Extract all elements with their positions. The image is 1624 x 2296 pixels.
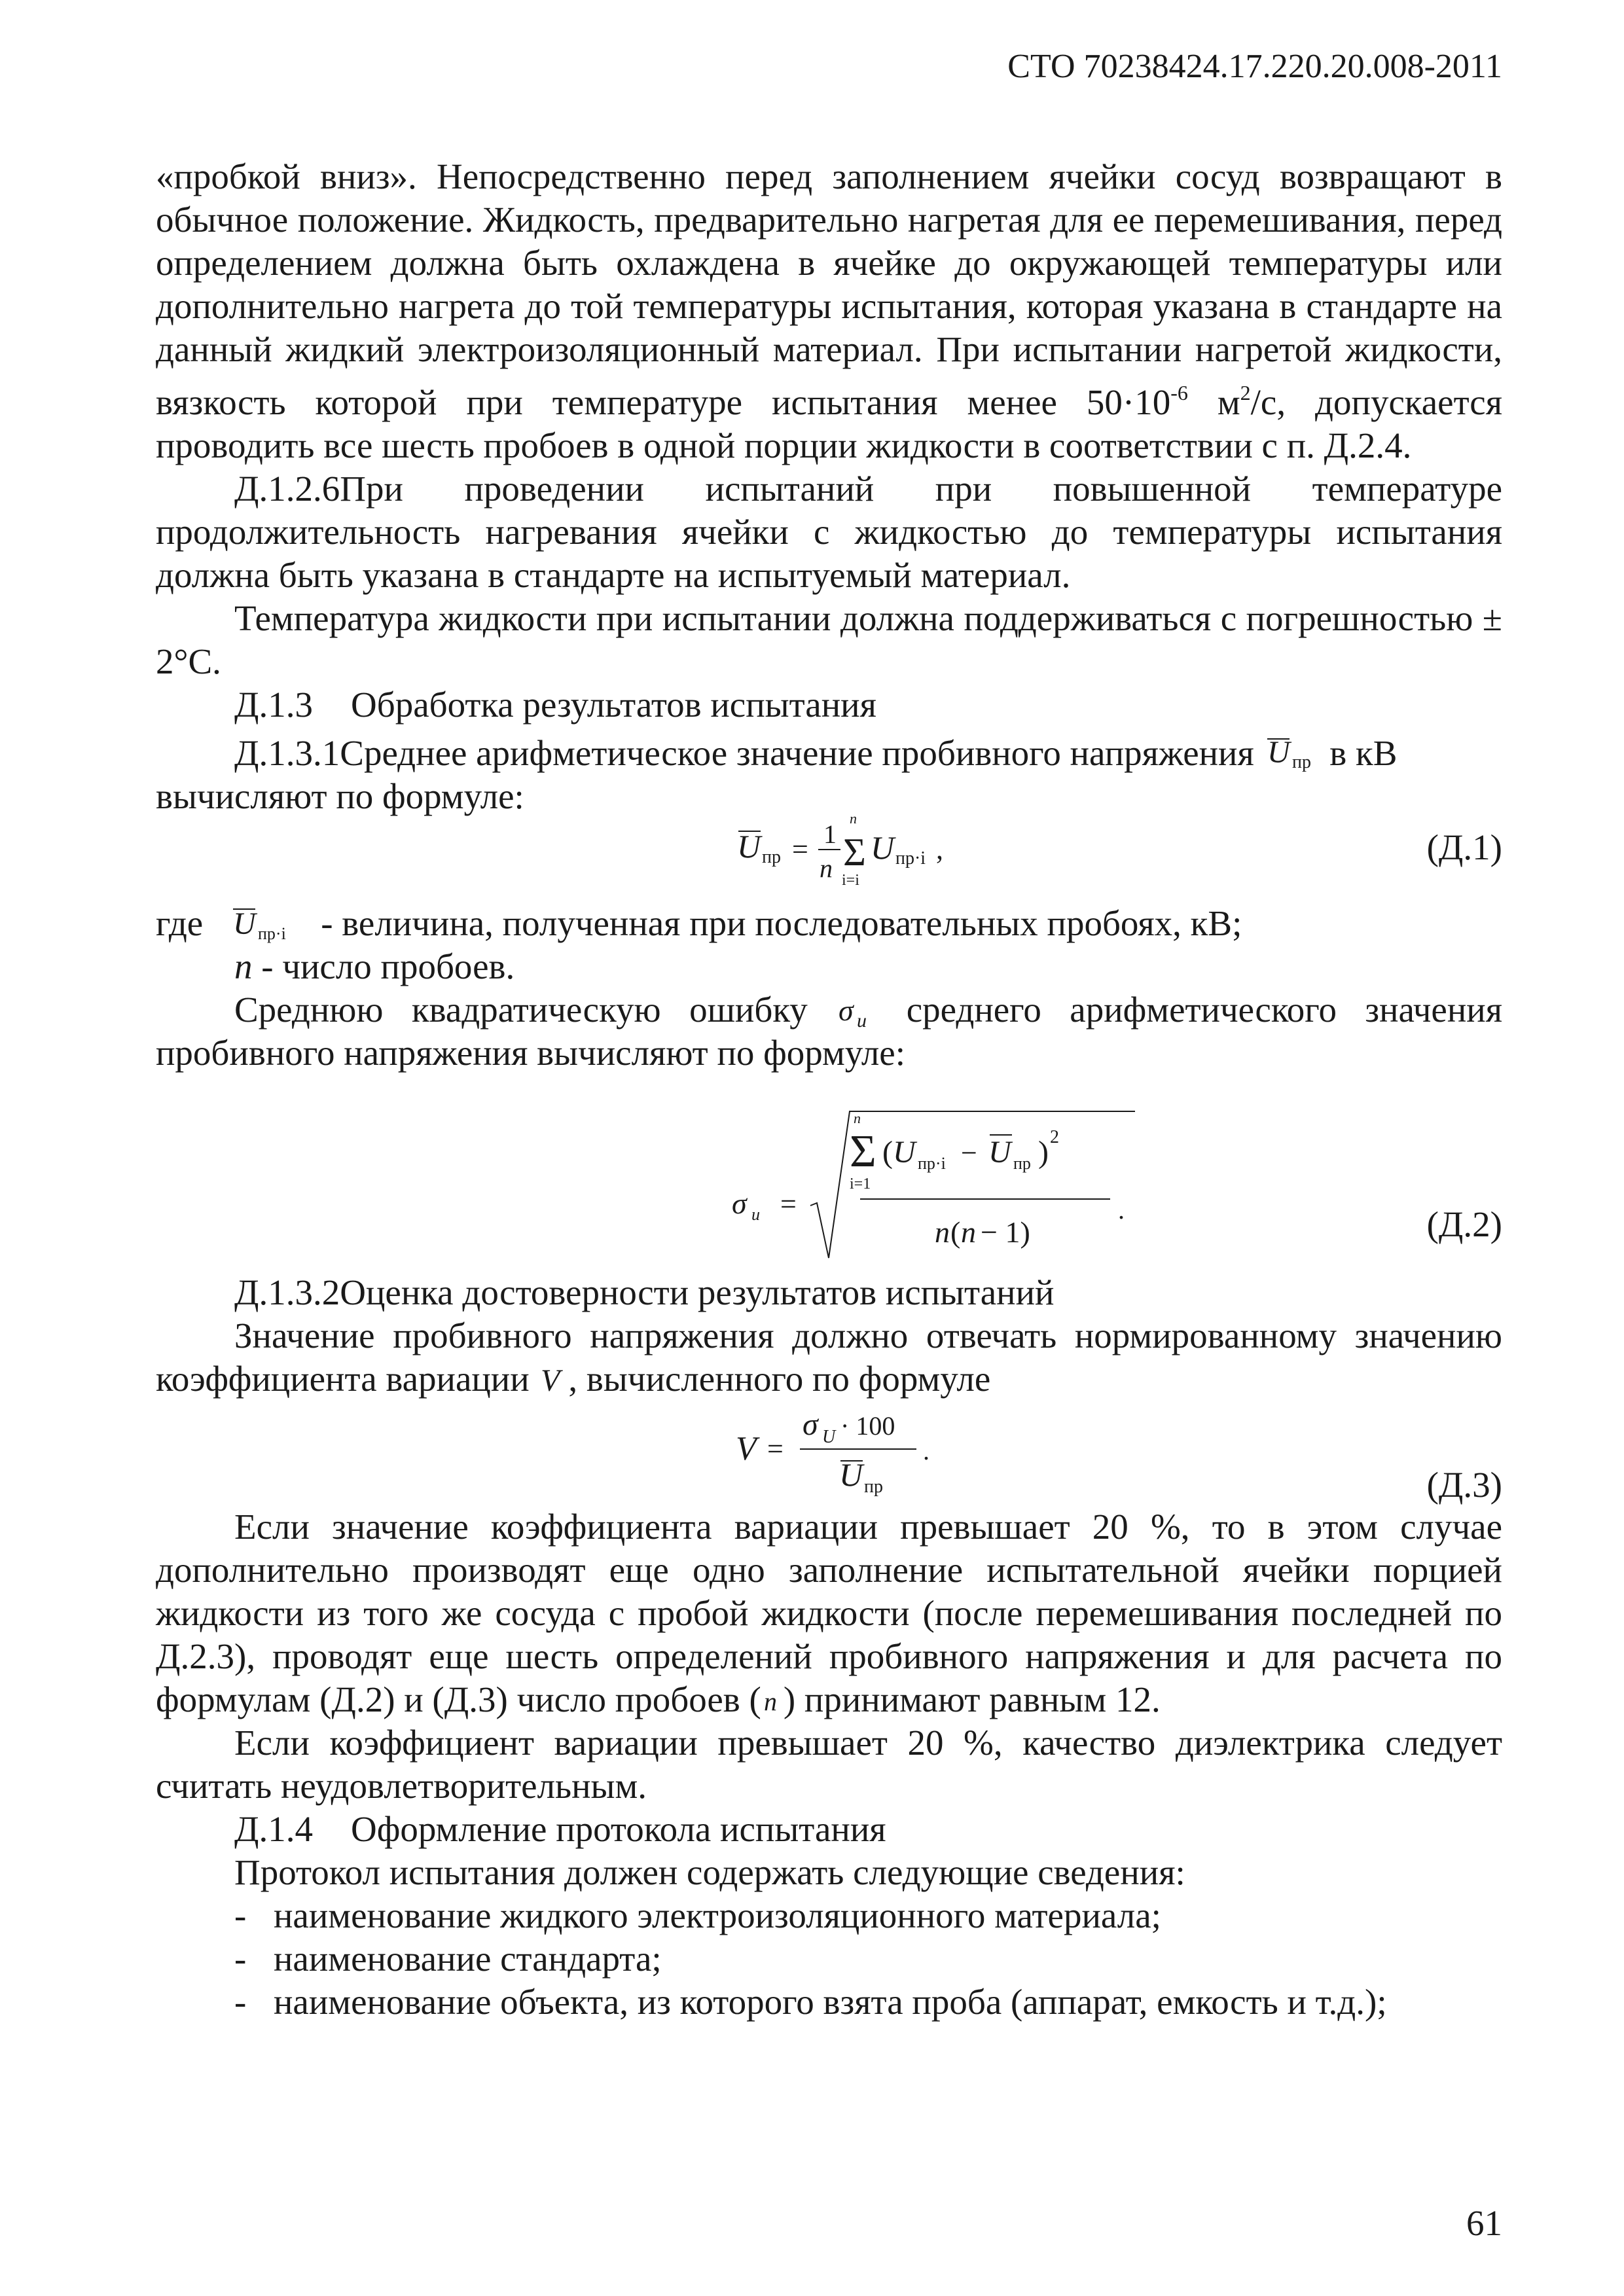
svg-text:2: 2 bbox=[1050, 1127, 1059, 1147]
list-item bbox=[234, 1894, 1502, 1937]
section-text: в кВ bbox=[1329, 733, 1398, 773]
section-d-1-3-2 bbox=[156, 1271, 1502, 1314]
equation-d3 bbox=[732, 1401, 941, 1505]
u-i-symbol bbox=[229, 904, 314, 943]
list-item-text: наименование объекта, из которого взята проба (аппарат, емкость и т.д.); bbox=[274, 1982, 1387, 2022]
svg-text:U: U bbox=[822, 1427, 836, 1447]
n-symbol: n bbox=[234, 946, 253, 986]
svg-text:σ: σ bbox=[732, 1187, 747, 1220]
svg-text:=: = bbox=[792, 833, 808, 865]
list-item bbox=[234, 1937, 1502, 1981]
paragraph-protocol: Протокол испытания должен содержать следующие сведения: bbox=[234, 1852, 1185, 1892]
equation-number: (Д.3) bbox=[1426, 1465, 1502, 1505]
paragraph-text: Среднюю квадратическую ошибку bbox=[234, 990, 808, 1030]
svg-text:): ) bbox=[1038, 1135, 1049, 1170]
paragraph-unsatisfactory: Если коэффициент вариации превышает 20 %, качество диэлектрика следует считать неудовлетворительным. bbox=[156, 1723, 1502, 1806]
svg-text:пр: пр bbox=[1013, 1154, 1031, 1173]
svg-text:(: ( bbox=[882, 1135, 893, 1170]
list-item-text: наименование жидкого электроизоляционного материала; bbox=[274, 1895, 1161, 1935]
paragraph-temperature: Температура жидкости при испытании должна поддерживаться с погрешностью ± 2°С. bbox=[156, 598, 1502, 681]
svg-text:U: U bbox=[893, 1135, 916, 1170]
list-item bbox=[234, 1981, 1502, 2024]
n-definition bbox=[156, 945, 1502, 988]
svg-text:пр·i: пр·i bbox=[895, 848, 926, 869]
section-number: Д.1.3 bbox=[234, 685, 314, 725]
svg-text:пр·i: пр·i bbox=[918, 1154, 946, 1173]
section-number: Д.1.4 bbox=[234, 1809, 314, 1849]
svg-text:(: ( bbox=[950, 1215, 961, 1249]
svg-text:σ: σ bbox=[839, 997, 854, 1027]
svg-text:· 100: · 100 bbox=[840, 1411, 895, 1441]
paragraph-text: Значение пробивного напряжения должно отвечать нормированному значению коэффициента вариации bbox=[156, 1316, 1502, 1399]
svg-text:i=1: i=1 bbox=[850, 1175, 871, 1193]
section-number: Д.1.2.6 bbox=[234, 469, 340, 509]
svg-text:u: u bbox=[857, 1010, 867, 1030]
equation-number: (Д.2) bbox=[1426, 1204, 1502, 1244]
equation-d1 bbox=[732, 812, 1007, 897]
section-text: При проведении испытаний при повышенной температуре продолжительность нагревания ячейки с жидкостью до температуры испытания должна быть указана в стандарте на испытуемый материал. bbox=[156, 469, 1502, 595]
svg-text:U: U bbox=[1267, 735, 1290, 770]
v-symbol bbox=[538, 1365, 568, 1397]
equation-d1-row bbox=[156, 812, 1502, 891]
section-text: Среднее арифметическое значение пробивного напряжения bbox=[340, 733, 1254, 773]
svg-text:.: . bbox=[923, 1436, 929, 1465]
svg-text:− 1): − 1) bbox=[981, 1215, 1030, 1249]
exponent: 2 bbox=[1240, 381, 1251, 404]
svg-text:n: n bbox=[961, 1215, 976, 1249]
definition-text: - величина, полученная при последовательных пробоях, кВ; bbox=[321, 903, 1242, 943]
equation-d2-row bbox=[156, 1075, 1502, 1271]
svg-text:−: − bbox=[961, 1137, 977, 1169]
svg-text:U: U bbox=[871, 829, 895, 866]
section-heading: Обработка результатов испытания bbox=[351, 685, 876, 725]
equation-d2 bbox=[719, 1107, 1138, 1265]
unit-text: м bbox=[1187, 382, 1240, 422]
section-heading: Оценка достоверности результатов испытаний bbox=[340, 1272, 1055, 1312]
svg-text:U: U bbox=[737, 828, 761, 865]
document-code-header: СТО 70238424.17.220.20.008-2011 bbox=[1007, 48, 1502, 85]
svg-text:σ: σ bbox=[803, 1407, 818, 1442]
svg-text:V: V bbox=[736, 1430, 757, 1467]
paragraph-text: ) принимают равным 12. bbox=[783, 1679, 1161, 1719]
u-mean-symbol bbox=[1263, 735, 1321, 772]
svg-text:пр: пр bbox=[762, 847, 781, 867]
svg-text:.: . bbox=[1118, 1195, 1125, 1225]
svg-text:u: u bbox=[751, 1205, 760, 1224]
svg-text:i=i: i=i bbox=[842, 872, 859, 889]
paragraph-text: /с, допускается проводить все шесть пробоев в одной порции жидкости в соответствии с п. Д.2.4. bbox=[156, 382, 1503, 465]
svg-text:пр: пр bbox=[1291, 752, 1311, 772]
paragraph-text: Если значение коэффициента вариации превышает 20 %, то в этом случае дополнительно производят еще одно заполнение испытательной ячейки порцией жидкости из того же сосуда с пробой жидкости (после перемешивания последней по Д.2.3), проводят еще шесть определений пробивного напряжения и для расчета по формулам (Д.2) и (Д.3) число пробоев ( bbox=[156, 1507, 1502, 1719]
section-d-1-3 bbox=[234, 683, 1502, 726]
section-d-1-3-1 bbox=[156, 732, 1502, 775]
svg-text:,: , bbox=[936, 833, 943, 865]
list-bullet: - bbox=[234, 1982, 247, 2022]
svg-text:U: U bbox=[233, 906, 256, 941]
equation-d3-row bbox=[156, 1401, 1502, 1505]
paragraph-text: среднего арифметического значения пробивного напряжения вычисляют по формуле: bbox=[156, 990, 1503, 1073]
svg-text:Σ: Σ bbox=[843, 831, 866, 874]
paragraph-text: «пробкой вниз». Непосредственно перед заполнением ячейки сосуд возвращают в обычное положение. Жидкость, предварительно нагретая для ее перемешивания, перед определением должна быть охлаждена в ячейке до окружающей температуры или дополнительно нагрета до той температуры испытания, которая указана в стандарте на данный жидкий электроизоляционный материал. При испытании нагретой жидкости, вязкость которой при температуре испытания bbox=[156, 156, 1502, 422]
list-item-text: наименование стандарта; bbox=[274, 1939, 662, 1979]
section-number: Д.1.3.2 bbox=[234, 1272, 340, 1312]
svg-text:=: = bbox=[767, 1433, 784, 1465]
svg-text:n: n bbox=[854, 1110, 861, 1126]
n-symbol bbox=[761, 1688, 784, 1717]
svg-text:1: 1 bbox=[823, 819, 837, 849]
page-number: 61 bbox=[1466, 2203, 1502, 2243]
svg-text:пр·i: пр·i bbox=[258, 924, 287, 943]
svg-text:Σ: Σ bbox=[850, 1126, 876, 1177]
svg-text:n: n bbox=[763, 1688, 777, 1716]
svg-text:n: n bbox=[820, 853, 833, 883]
viscosity-text: менее 50·10 bbox=[967, 382, 1171, 422]
svg-text:V: V bbox=[541, 1365, 560, 1397]
paragraph-continuation bbox=[156, 155, 1502, 467]
paragraph-text: , вычисленного по формуле bbox=[568, 1359, 991, 1399]
paragraph-variation bbox=[156, 1314, 1502, 1401]
where-definition bbox=[156, 902, 1502, 945]
svg-text:n: n bbox=[850, 812, 857, 827]
paragraph-if-exceeds bbox=[156, 1505, 1502, 1721]
svg-text:U: U bbox=[839, 1456, 863, 1493]
section-number: Д.1.3.1 bbox=[234, 733, 340, 773]
page-body bbox=[156, 155, 1502, 2024]
section-text-continuation: вычисляют по формуле: bbox=[156, 776, 524, 816]
svg-text:пр: пр bbox=[864, 1477, 883, 1497]
list-bullet: - bbox=[234, 1939, 247, 1979]
sigma-u-symbol bbox=[836, 997, 878, 1030]
section-heading: Оформление протокола испытания bbox=[351, 1809, 886, 1849]
section-d-1-2-6 bbox=[156, 467, 1502, 597]
svg-text:U: U bbox=[988, 1135, 1011, 1170]
section-d-1-4 bbox=[234, 1808, 1502, 1851]
where-label: где bbox=[156, 903, 204, 943]
svg-text:=: = bbox=[780, 1188, 797, 1220]
paragraph-sigma bbox=[156, 988, 1502, 1075]
definition-text: - число пробоев. bbox=[252, 946, 515, 986]
svg-text:n: n bbox=[935, 1215, 950, 1249]
exponent: -6 bbox=[1170, 381, 1188, 404]
equation-number: (Д.1) bbox=[1426, 827, 1502, 867]
list-bullet: - bbox=[234, 1895, 247, 1935]
